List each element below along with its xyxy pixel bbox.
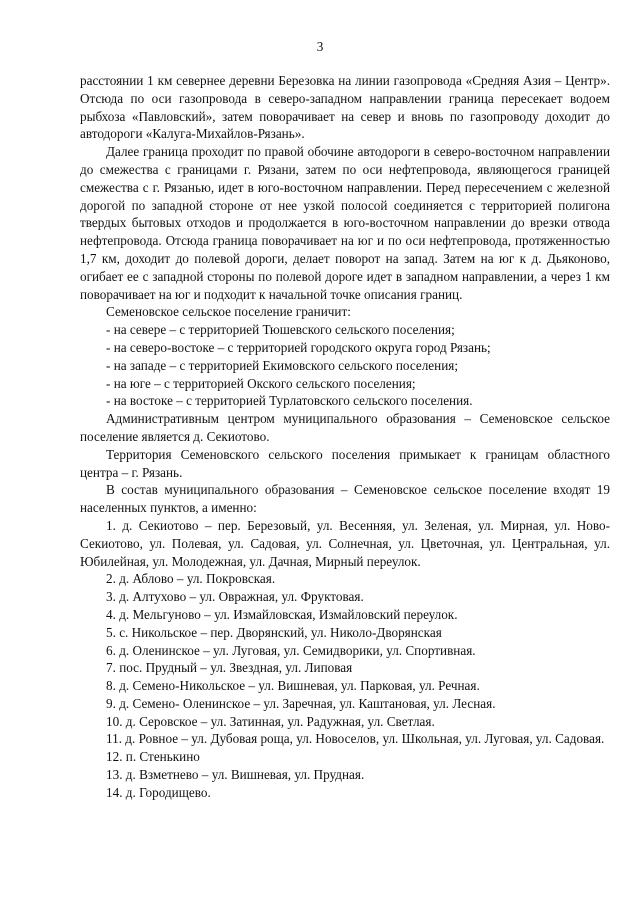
settlement-item: 3. д. Алтухово – ул. Овражная, ул. Фруктовая.	[106, 589, 364, 605]
paragraph-composition: В состав муниципального образования – Семеновское сельское поселение входят 19 населенных пунктов, а именно:	[80, 482, 610, 516]
border-northeast: - на северо-востоке – с территорией городского округа город Рязань;	[106, 339, 491, 355]
paragraph-borders-intro: Семеновское сельское поселение граничит:	[106, 304, 351, 320]
settlement-item: 1. д. Секиотово – пер. Березовый, ул. Весенняя, ул. Зеленая, ул. Мирная, ул. Ново-Секиотово, ул. Полевая, ул. Садовая, ул. Солнечная, ул. Цветочная, ул. Центральная, ул. Юбилейная, ул. Молодежная, ул. Дачная, Мирный переулок.	[80, 517, 610, 569]
settlement-item: 5. с. Никольское – пер. Дворянский, ул. Николо-Дворянская	[106, 624, 442, 640]
settlement-item: 8. д. Семено-Никольское – ул. Вишневая, ул. Парковая, ул. Речная.	[106, 678, 480, 694]
settlement-item: 6. д. Оленинское – ул. Луговая, ул. Семидворики, ул. Спортивная.	[106, 642, 476, 658]
settlement-item: 14. д. Городищево.	[106, 784, 211, 800]
paragraph-admin-center: Административным центром муниципального образования – Семеновское сельское поселение является д. Секиотово.	[80, 411, 610, 444]
settlement-item: 12. п. Стенькино	[106, 749, 200, 765]
border-north: - на севере – с территорией Тюшевского сельского поселения;	[106, 322, 455, 338]
paragraph-boundary-continuation: расстоянии 1 км севернее деревни Березовка на линии газопровода «Средняя Азия – Центр». Отсюда по оси газопровода в северо-западном направлении граница пересекает водоем рыбхоза «Павловский», затем поворачивает на север и вновь по газопроводу доходит до автодороги «Калуга-Михайлов-Рязань».	[80, 73, 610, 142]
document-body	[80, 72, 610, 802]
border-south: - на юге – с территорией Окского сельского поселения;	[106, 375, 416, 391]
settlement-item: 11. д. Ровное – ул. Дубовая роща, ул. Новоселов, ул. Школьная, ул. Луговая, ул. Садовая.	[106, 731, 605, 747]
settlement-item: 10. д. Серовское – ул. Затинная, ул. Радужная, ул. Светлая.	[106, 713, 435, 729]
page-number: 3	[316, 39, 324, 54]
paragraph-territory: Территория Семеновского сельского поселения примыкает к границам областного центра – г. Рязань.	[80, 446, 610, 480]
settlement-item: 9. д. Семено- Оленинское – ул. Заречная, ул. Каштановая, ул. Лесная.	[106, 695, 496, 711]
settlement-item: 13. д. Взметнево – ул. Вишневая, ул. Прудная.	[106, 767, 365, 783]
border-east: - на востоке – с территорией Турлатовского сельского поселения.	[106, 393, 473, 409]
border-west: - на западе – с территорией Екимовского сельского поселения;	[106, 357, 459, 373]
paragraph-boundary-description: Далее граница проходит по правой обочине автодороги в северо-восточном направлении до смежества с границами г. Рязани, затем по оси нефтепровода, являющегося границей смежества с г. Рязанью, идет в юго-восточном направлении. Перед пересечением с железной дорогой по западной стороне от нее узкой полосой соединяется с территорией полигона твердых бытовых отходов и продолжается в юго-восточном направлении до врезки отвода нефтепровода. Отсюда граница поворачивает на юг и по оси нефтепровода, протяженностью 1,7 км, доходит до полевой дороги, делает поворот на запад. Затем на юг к д. Дьяконово, огибает ее с западной стороны по полевой дороге идет в западном направлении, а через 1 км поворачивает на юг и подходит к начальной точке описания границ.	[80, 144, 610, 302]
settlement-item: 2. д. Аблово – ул. Покровская.	[106, 571, 276, 587]
settlement-item: 4. д. Мельгуново – ул. Измайловская, Измайловский переулок.	[106, 606, 458, 622]
settlement-item: 7. пос. Прудный – ул. Звездная, ул. Липовая	[106, 660, 353, 676]
